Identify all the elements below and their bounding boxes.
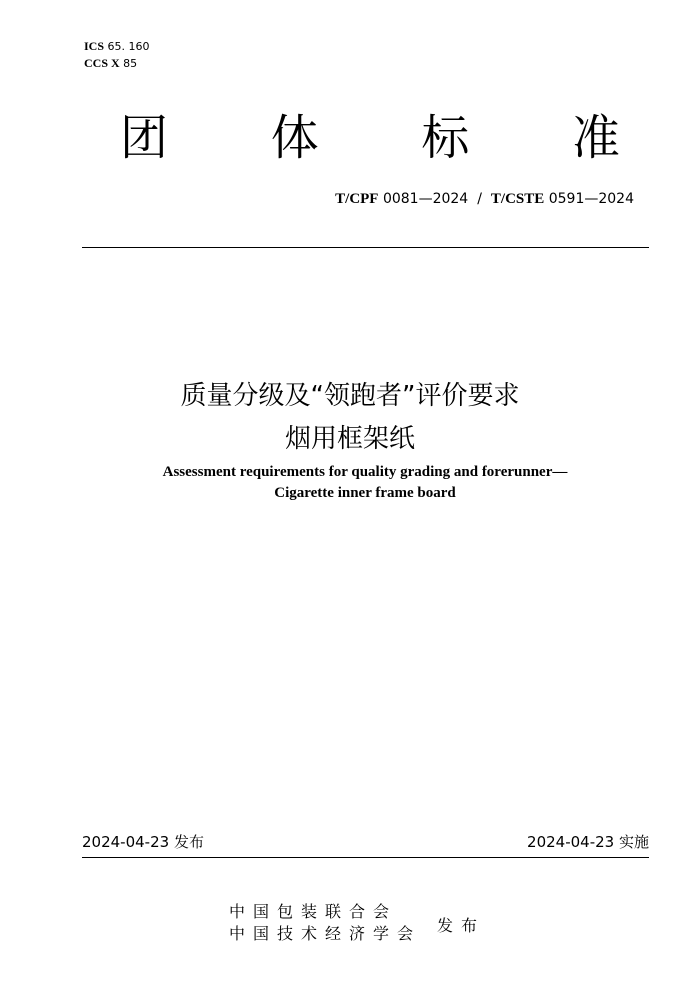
publisher-list <box>229 901 421 945</box>
ccs-code: CCS X 85 <box>84 56 138 70</box>
chinese-title-line2: 烟用框架纸 <box>284 424 415 454</box>
publisher-org2: 中国技术经济学会 <box>229 924 422 943</box>
title-char: 团 <box>120 110 169 166</box>
second-standard-number: 0591—2024 <box>548 191 634 207</box>
standard-separator: / <box>477 191 482 207</box>
chinese-title-line1: 质量分级及“领跑者”评价要求 <box>180 381 520 411</box>
title-char: 准 <box>571 110 620 166</box>
title-char: 标 <box>421 110 470 166</box>
top-divider <box>82 247 649 248</box>
ics-code: ICS 65. 160 <box>84 39 150 53</box>
publish-action: 发布 <box>437 916 486 935</box>
english-title-line1: Assessment requirements for quality grading and forerunner— <box>162 464 568 480</box>
title-char: 体 <box>270 110 319 166</box>
classification-codes <box>84 38 150 72</box>
first-standard-number: 0081—2024 <box>382 191 469 207</box>
document-type-title <box>120 108 620 168</box>
issue-date: 2024-04-23 发布 <box>82 833 204 851</box>
first-standard-prefix: T/CPF <box>335 191 379 207</box>
standard-numbers <box>335 191 634 208</box>
english-title-line2: Cigarette inner frame board <box>274 485 456 501</box>
second-standard-prefix: T/CSTE <box>490 191 545 207</box>
publisher-org1: 中国包装联合会 <box>229 902 398 921</box>
bottom-divider <box>82 857 649 858</box>
implementation-date: 2024-04-23 实施 <box>527 833 649 851</box>
